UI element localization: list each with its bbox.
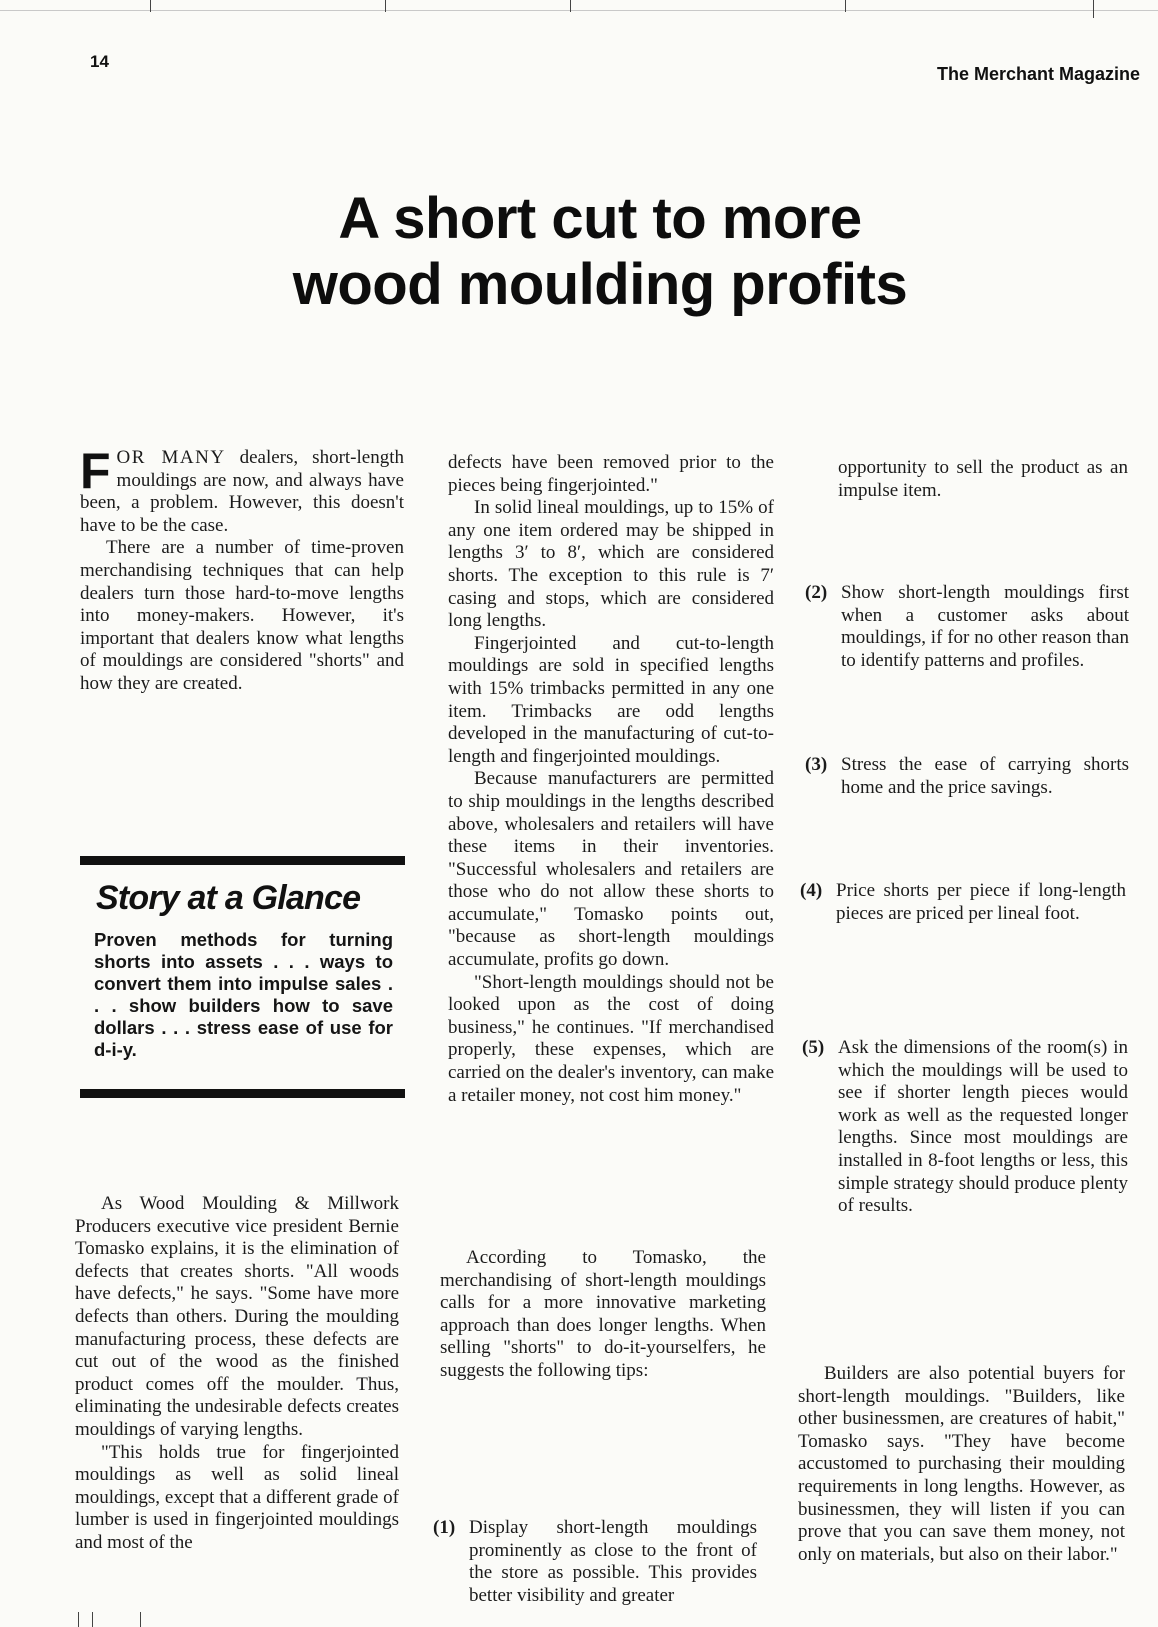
tip-text: Ask the dimensions of the room(s) in which the mouldings will be used to see if shorter length pieces would work as well as the requested longer lengths. Since most mouldings are installed in 8-foot lengths or less, this simple strategy should produce plenty of results. — [838, 1037, 1128, 1217]
crop-mark — [845, 0, 846, 12]
paragraph: Because manufacturers are permitted to ship mouldings in the lengths described above, wholesalers and retailers will have these items in their inventories. "Successful wholesalers and retailers are those who do not allow these shorts to accumulate," Tomasko points out, "because as short-length mouldings accumulate, profits go down. — [448, 768, 774, 971]
column-3-top — [838, 457, 1128, 502]
magazine-name: The Merchant Magazine — [936, 64, 1140, 84]
paragraph: "This holds true for fingerjointed mouldings as well as solid lineal mouldings, except that a different grade of lumber is used in fingerjointed mouldings and most of the — [75, 1441, 399, 1553]
paragraph: There are a number of time-proven merchandising techniques that can help dealers turn those hard-to-move lengths into money-makers. However, it's important that dealers know what lengths of mouldings are considered "shorts" and how they are created. — [80, 537, 404, 694]
column-1-top — [80, 443, 404, 696]
paragraph: As Wood Moulding & Millwork Producers executive vice president Bernie Tomasko explains, it is the elimination of defects that creates shorts. "All woods have defects," he says. "Some have more defects than others. During the moulding manufacturing process, these defects are cut out of the wood as the finished product comes off the moulder. Thus, eliminating the undesirable defects creates mouldings of varying lengths. — [75, 1193, 399, 1440]
tip-number: (4) — [800, 880, 823, 901]
column-3-bottom — [798, 1363, 1125, 1566]
crop-mark — [78, 1612, 79, 1627]
lead-text: dealers, short-length mouldings are now, and always have been, a problem. However, this doesn't have to be the case. — [80, 447, 404, 536]
tip-1-continuation: opportunity to sell the product as an impulse item. — [838, 457, 1128, 501]
glance-heading: Story at a Glance — [96, 879, 361, 917]
crop-mark — [1093, 0, 1094, 18]
glance-bottom-rule — [80, 1089, 405, 1098]
crop-mark — [92, 1612, 93, 1627]
tip-number: (5) — [802, 1037, 825, 1058]
crop-mark — [140, 1612, 141, 1627]
article-title-line-1: A short cut to more — [338, 186, 862, 251]
drop-cap: F — [80, 443, 111, 499]
crop-mark — [570, 0, 571, 12]
column-1-bottom — [75, 1193, 399, 1555]
column-2-top — [448, 452, 774, 1107]
paragraph: defects have been removed prior to the pieces being fingerjointed." — [448, 452, 774, 496]
tip-text: Show short-length mouldings first when a customer asks about mouldings, if for no other reason than to identify patterns and profiles. — [841, 582, 1129, 671]
paragraph: Builders are also potential buyers for short-length mouldings. "Builders, like other businessmen, are creatures of habit," Tomasko says. "They have become accustomed to purchasing their moulding requirements in long lengths. However, as businessmen, they will listen if you can prove that you can save them money, not only on materials, but also on their labor." — [798, 1363, 1125, 1565]
tip-text: Display short-length mouldings prominently as close to the front of the store as possible. This provides better visibility and greater — [469, 1517, 757, 1606]
tip-number: (1) — [433, 1517, 456, 1538]
crop-mark — [150, 0, 151, 12]
tip-text: Price shorts per piece if long-length pieces are priced per lineal foot. — [836, 880, 1126, 924]
paragraph: "Short-length mouldings should not be looked upon as the cost of doing business," he continues. "If merchandised properly, these expenses, which are carried on the dealer's inventory, can make a retailer money, not cost him money." — [448, 971, 774, 1106]
page-number: 14 — [90, 52, 109, 71]
glance-top-rule — [80, 856, 405, 865]
paragraph: According to Tomasko, the merchandising of short-length mouldings calls for a more innovative marketing approach than does longer lengths. When selling "shorts" to do-it-yourselfers, he suggests the following tips: — [440, 1247, 766, 1381]
story-at-a-glance-box — [80, 856, 405, 1098]
crop-mark — [385, 0, 386, 12]
paragraph: In solid lineal mouldings, up to 15% of any one item ordered may be shipped in lengths 3′ to 8′, which are considered shorts. The exception to this rule is 7′ casing and stops, which are considered long lengths. — [448, 497, 774, 632]
lead-small-caps: OR MANY — [116, 447, 226, 468]
column-2-lower — [440, 1247, 766, 1383]
glance-summary: Proven methods for turning shorts into assets . . . ways to convert them into impulse sales . . . show builders how to save dollars . . . stress ease of use for d-i-y. — [94, 929, 393, 1060]
tip-number: (3) — [805, 754, 828, 775]
lead-paragraph — [80, 443, 404, 537]
tip-number: (2) — [805, 582, 828, 603]
article-title — [120, 186, 1080, 318]
top-edge-line — [0, 10, 1158, 11]
paragraph: Fingerjointed and cut-to-length mouldings are sold in specified lengths with 15% trimbacks permitted in any one item. Trimbacks are odd lengths developed in the manufacturing of cut-to-length and fingerjointed mouldings. — [448, 632, 774, 767]
tip-text: Stress the ease of carrying shorts home and the price savings. — [841, 754, 1129, 798]
article-title-line-2: wood moulding profits — [292, 252, 908, 317]
